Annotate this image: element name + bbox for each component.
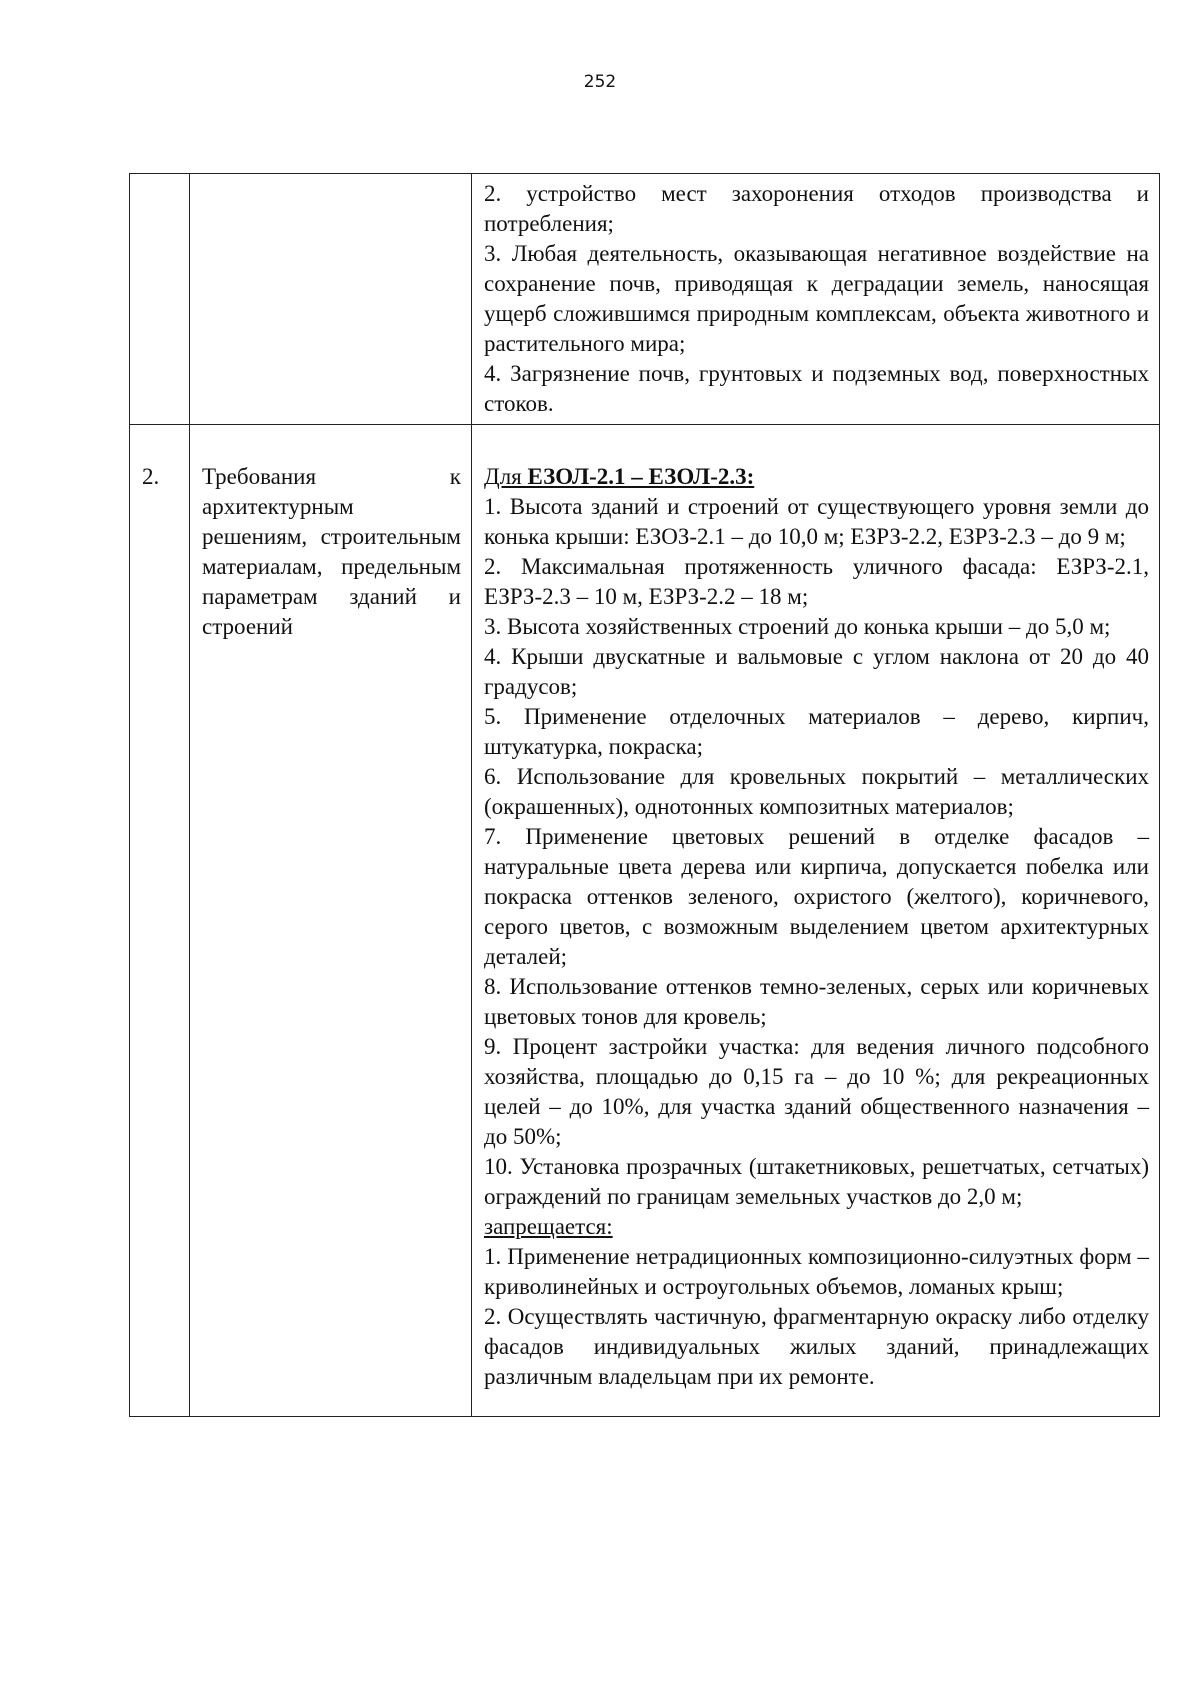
criterion-text: Требования к архитектурным решениям, строительным материалам, предельным параметрам зданий и строений xyxy=(202,464,461,639)
list-item: 9. Процент застройки участка: для ведения личного подсобного хозяйства, площадью до 0,15 га – до 10 %; для рекреационных целей – до 10%, для участка зданий общественного назначения – до 50%; xyxy=(484,1034,1149,1149)
list-item: 1. Применение нетрадиционных композиционно-силуэтных форм – криволинейных и остроугольных объемов, ломаных крыш; xyxy=(484,1244,1149,1299)
list-item: 5. Применение отделочных материалов – дерево, кирпич, штукатурка, покраска; xyxy=(484,704,1149,759)
row-number-cell xyxy=(130,174,190,425)
content-cell xyxy=(472,174,1160,425)
page-number: 252 xyxy=(583,72,617,92)
list-item: 8. Использование оттенков темно-зеленых, серых или коричневых цветовых тонов для кровель; xyxy=(484,974,1149,1029)
list-item: 4. Крыши двускатные и вальмовые с углом наклона от 20 до 40 градусов; xyxy=(484,644,1149,699)
row-number-cell: 2. xyxy=(130,425,190,1417)
table-row xyxy=(130,174,1160,425)
list-item: 2. устройство мест захоронения отходов производства и потребления; xyxy=(484,181,1149,236)
list-item: 2. Максимальная протяженность уличного фасада: ЕЗРЗ-2.1, ЕЗРЗ-2.3 – 10 м, ЕЗРЗ-2.2 – 18 м; xyxy=(484,554,1149,609)
criterion-cell xyxy=(190,425,472,1417)
list-item: 3. Высота хозяйственных строений до конька крыши – до 5,0 м; xyxy=(484,614,1111,639)
list-item: 10. Установка прозрачных (штакетниковых, решетчатых, сетчатых) ограждений по границам земельных участков до 2,0 м; xyxy=(484,1154,1149,1209)
content-cell xyxy=(472,425,1160,1417)
prohibited-label: запрещается: xyxy=(484,1214,613,1239)
criterion-cell xyxy=(190,174,472,425)
list-item: 7. Применение цветовых решений в отделке фасадов – натуральные цвета дерева или кирпича, допускается побелка или покраска оттенков зеленого, охристого (желтого), коричневого, серого цветов, с возможным выделением цветом архитектурных деталей; xyxy=(484,824,1149,969)
table-row xyxy=(130,425,1160,1417)
list-item: 2. Осуществлять частичную, фрагментарную окраску либо отделку фасадов индивидуальных жилых зданий, принадлежащих различным владельцам при их ремонте. xyxy=(484,1304,1149,1389)
list-item: 3. Любая деятельность, оказывающая негативное воздействие на сохранение почв, приводящая к деградации земель, наносящая ущерб сложившимся природным комплексам, объекта животного и растительного мира; xyxy=(484,241,1149,356)
list-item: 4. Загрязнение почв, грунтовых и подземных вод, поверхностных стоков. xyxy=(484,361,1149,416)
zone-header: Для ЕЗОЛ-2.1 – ЕЗОЛ-2.3: xyxy=(484,464,755,489)
list-item: 6. Использование для кровельных покрытий – металлических (окрашенных), однотонных композитных материалов; xyxy=(484,764,1149,819)
requirements-table xyxy=(129,173,1160,1417)
list-item: 1. Высота зданий и строений от существующего уровня земли до конька крыши: ЕЗОЗ-2.1 – до 10,0 м; ЕЗРЗ-2.2, ЕЗРЗ-2.3 – до 9 м; xyxy=(484,494,1149,549)
